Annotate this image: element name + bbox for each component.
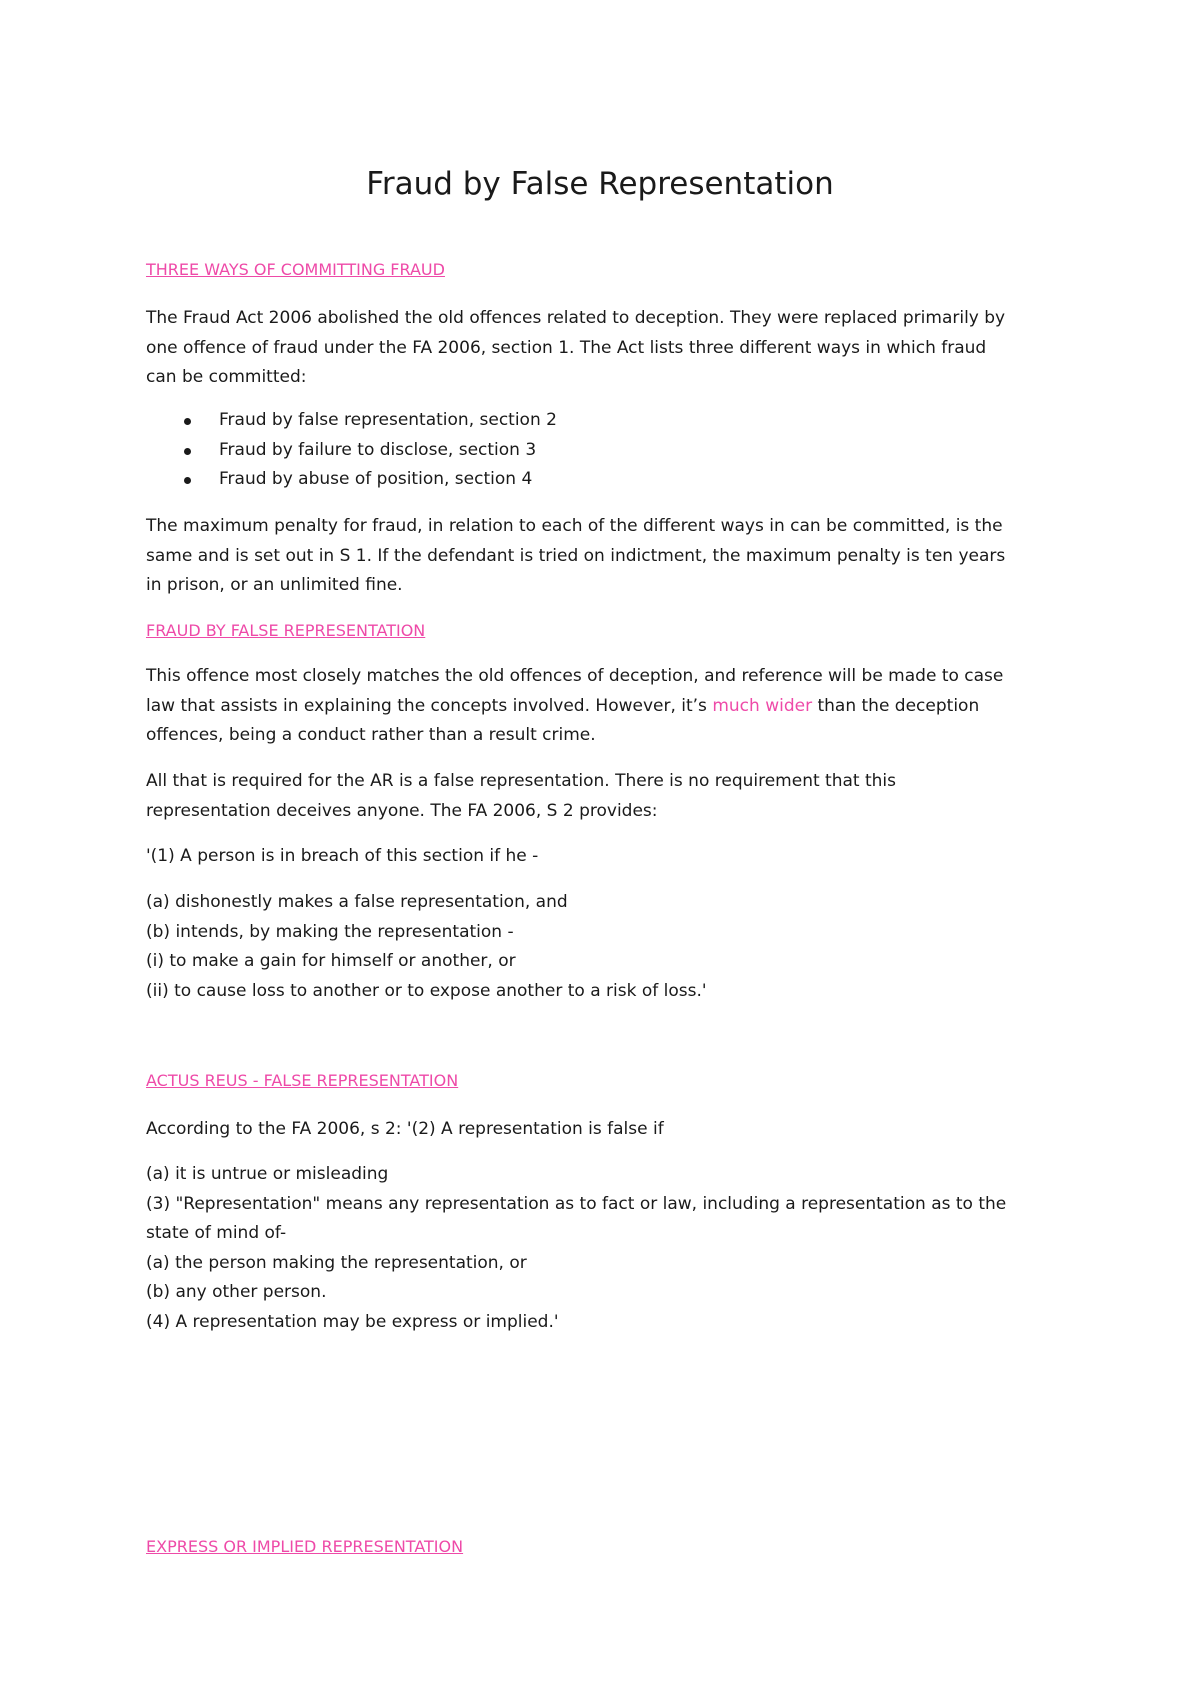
text-line: All that is required for the AR is a false representation. There is no requirement that this [146,771,896,791]
text-line: (4) A representation may be express or implied.' [146,1311,559,1332]
offence-paragraph [146,662,1066,751]
text-line: (i) to make a gain for himself or another, or [146,951,516,971]
text-line: offences, being a conduct rather than a result crime. [146,725,596,745]
list-item [146,465,557,495]
text-line: This offence most closely matches the old offences of deception, and reference will be made to case [146,666,1004,686]
section-heading-three-ways: THREE WAYS OF COMMITTING FRAUD [146,260,445,279]
list-item-text: Fraud by failure to disclose, section 3 [219,439,537,460]
text-line: (b) intends, by making the representation - [146,921,514,942]
text-line: same and is set out in S 1. If the defendant is tried on indictment, the maximum penalty is ten years [146,545,1006,566]
text-segment: than the deception [812,695,980,716]
text-line: (a) it is untrue or misleading [146,1164,389,1184]
list-item [146,406,557,436]
list-item-text: Fraud by abuse of position, section 4 [219,469,533,489]
text-line: (3) "Representation" means any representation as to fact or law, including a representation as to the [146,1193,1007,1214]
bullet-icon [184,418,191,425]
text-line: state of mind of- [146,1223,287,1243]
text-line: (a) dishonestly makes a false representation, and [146,892,568,912]
text-line: '(1) A person is in breach of this section if he - [146,846,539,866]
quote-intro [146,842,1066,872]
section-heading-express-implied: EXPRESS OR IMPLIED REPRESENTATION [146,1537,464,1556]
text-line: representation deceives anyone. The FA 2006, S 2 provides: [146,800,658,821]
text-line: can be committed: [146,367,307,387]
quote-block [146,888,1066,1006]
ways-list [146,406,557,495]
text-segment: law that assists in explaining the concepts involved. However, it’s [146,695,713,716]
section-heading-false-representation: FRAUD BY FALSE REPRESENTATION [146,621,426,640]
highlight-text: much wider [712,695,813,716]
text-line: According to the FA 2006, s 2: '(2) A representation is false if [146,1119,664,1139]
text-line: The maximum penalty for fraud, in relation to each of the different ways in can be committed, is the [146,516,1003,536]
text-line: (a) the person making the representation, or [146,1252,527,1273]
actus-reus-intro [146,1115,1066,1145]
page-title: Fraud by False Representation [366,166,834,202]
list-item-text: Fraud by false representation, section 2 [219,410,557,430]
list-item [146,436,557,466]
text-line: The Fraud Act 2006 abolished the old offences related to deception. They were replaced primarily by [146,308,1006,328]
section-heading-actus-reus: ACTUS REUS - FALSE REPRESENTATION [146,1071,459,1090]
intro-paragraph [146,304,1066,393]
text-line: in prison, or an unlimited fine. [146,575,403,595]
text-line [146,692,1066,722]
text-line: one offence of fraud under the FA 2006, section 1. The Act lists three different ways in which fraud [146,337,987,358]
ar-paragraph [146,767,1066,826]
bullet-icon [184,477,191,484]
actus-reus-block [146,1160,1066,1337]
penalty-paragraph [146,512,1066,601]
text-line: (b) any other person. [146,1282,327,1302]
bullet-icon [184,448,191,455]
text-line: (ii) to cause loss to another or to expose another to a risk of loss.' [146,980,707,1001]
